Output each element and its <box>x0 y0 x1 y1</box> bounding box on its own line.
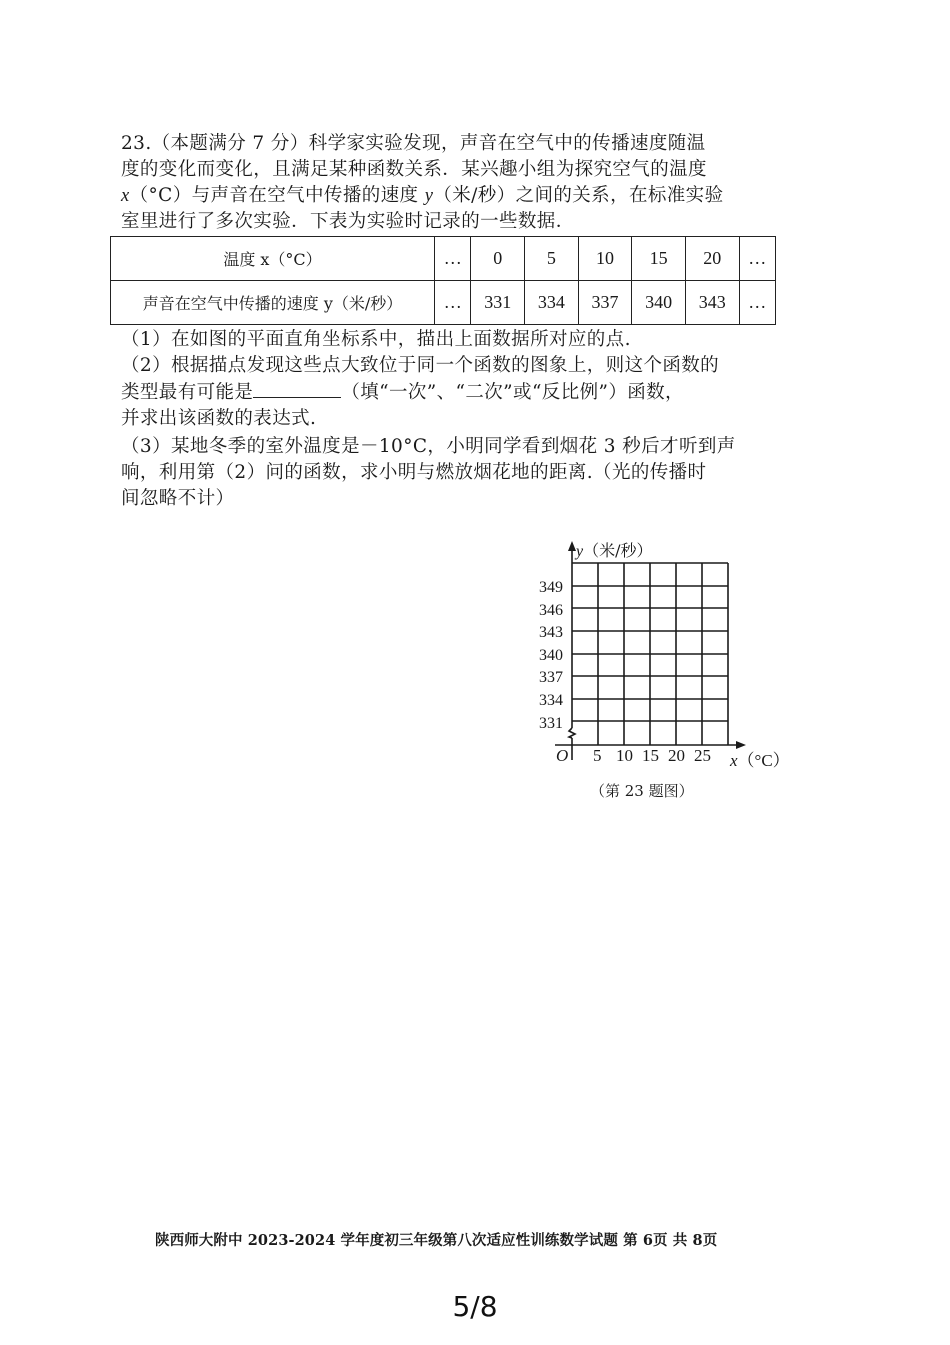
x-tick: 15 <box>642 746 659 765</box>
row-label-temperature: 温度 x（°C） <box>111 237 435 281</box>
y-tick: 343 <box>539 624 563 642</box>
data-table <box>110 236 776 325</box>
table-cell: 334 <box>525 281 579 325</box>
y-tick: 337 <box>539 669 563 687</box>
row-label-speed: 声音在空气中传播的速度 y（米/秒） <box>111 281 435 325</box>
x-tick: 10 <box>616 746 633 765</box>
intro-line-3: x（°C）与声音在空气中传播的速度 y（米/秒）之间的关系，在标准实验 <box>121 185 724 206</box>
figure-caption: （第 23 题图） <box>590 782 694 800</box>
x-axis-label: x（°C） <box>730 751 790 770</box>
table-cell: 337 <box>578 281 632 325</box>
part-3-line-1: （3）某地冬季的室外温度是－10°C，小明同学看到烟花 3 秒后才听到声 <box>121 436 736 457</box>
y-tick: 340 <box>539 646 563 664</box>
part-3-line-2: 响，利用第（2）问的函数，求小明与燃放烟花地的距离.（光的传播时 <box>121 462 707 483</box>
table-cell: … <box>739 237 775 281</box>
y-axis-label: y（米/秒） <box>576 541 653 560</box>
table-cell: 0 <box>471 237 525 281</box>
y-axis-arrow-icon <box>568 541 576 551</box>
table-cell: 340 <box>632 281 686 325</box>
table-cell: 20 <box>685 237 739 281</box>
y-tick: 334 <box>539 691 563 709</box>
page-indicator: 5/8 <box>452 1290 498 1323</box>
part-2-line-3: 并求出该函数的表达式. <box>121 408 317 429</box>
x-tick: 5 <box>593 746 602 765</box>
y-tick: 349 <box>539 579 563 596</box>
intro-line-1: 23.（本题满分 7 分）科学家实验发现，声音在空气中的传播速度随温 <box>121 133 706 154</box>
part-1: （1）在如图的平面直角坐标系中，描出上面数据所对应的点. <box>121 329 631 350</box>
y-tick: 331 <box>539 714 563 732</box>
y-tick-labels <box>539 577 563 735</box>
intro-line-4: 室里进行了多次实验．下表为实验时记录的一些数据． <box>121 211 575 232</box>
y-tick: 346 <box>539 601 563 619</box>
part-2-line-2: 类型最有可能是 （填“一次”、“二次”或“反比例”）函数， <box>121 379 771 406</box>
table-cell: … <box>435 237 471 281</box>
page-footer: 陕西师大附中 2023-2024 学年度初三年级第八次适应性训练数学试题 第 6页 共 8页 <box>155 1232 718 1249</box>
origin-label: O <box>556 746 569 765</box>
question-intro <box>121 131 771 235</box>
table-row-temperature <box>111 237 776 281</box>
table-cell: 5 <box>525 237 579 281</box>
coordinate-grid-figure <box>530 530 790 810</box>
x-tick: 25 <box>694 746 711 765</box>
part-2-line-1: （2）根据描点发现这些点大致位于同一个函数的图象上，则这个函数的 <box>121 355 720 376</box>
sub-questions <box>121 327 771 512</box>
x-tick: 20 <box>668 746 685 765</box>
table-cell: 10 <box>578 237 632 281</box>
table-cell: … <box>739 281 775 325</box>
table-cell: 15 <box>632 237 686 281</box>
table-cell: … <box>435 281 471 325</box>
table-cell: 343 <box>685 281 739 325</box>
part-3-line-3: 间忽略不计） <box>121 488 235 509</box>
table-cell: 331 <box>471 281 525 325</box>
intro-line-2: 度的变化而变化，且满足某种函数关系．某兴趣小组为探究空气的温度 <box>121 159 707 180</box>
answer-blank <box>253 379 341 398</box>
table-row-speed <box>111 281 776 325</box>
